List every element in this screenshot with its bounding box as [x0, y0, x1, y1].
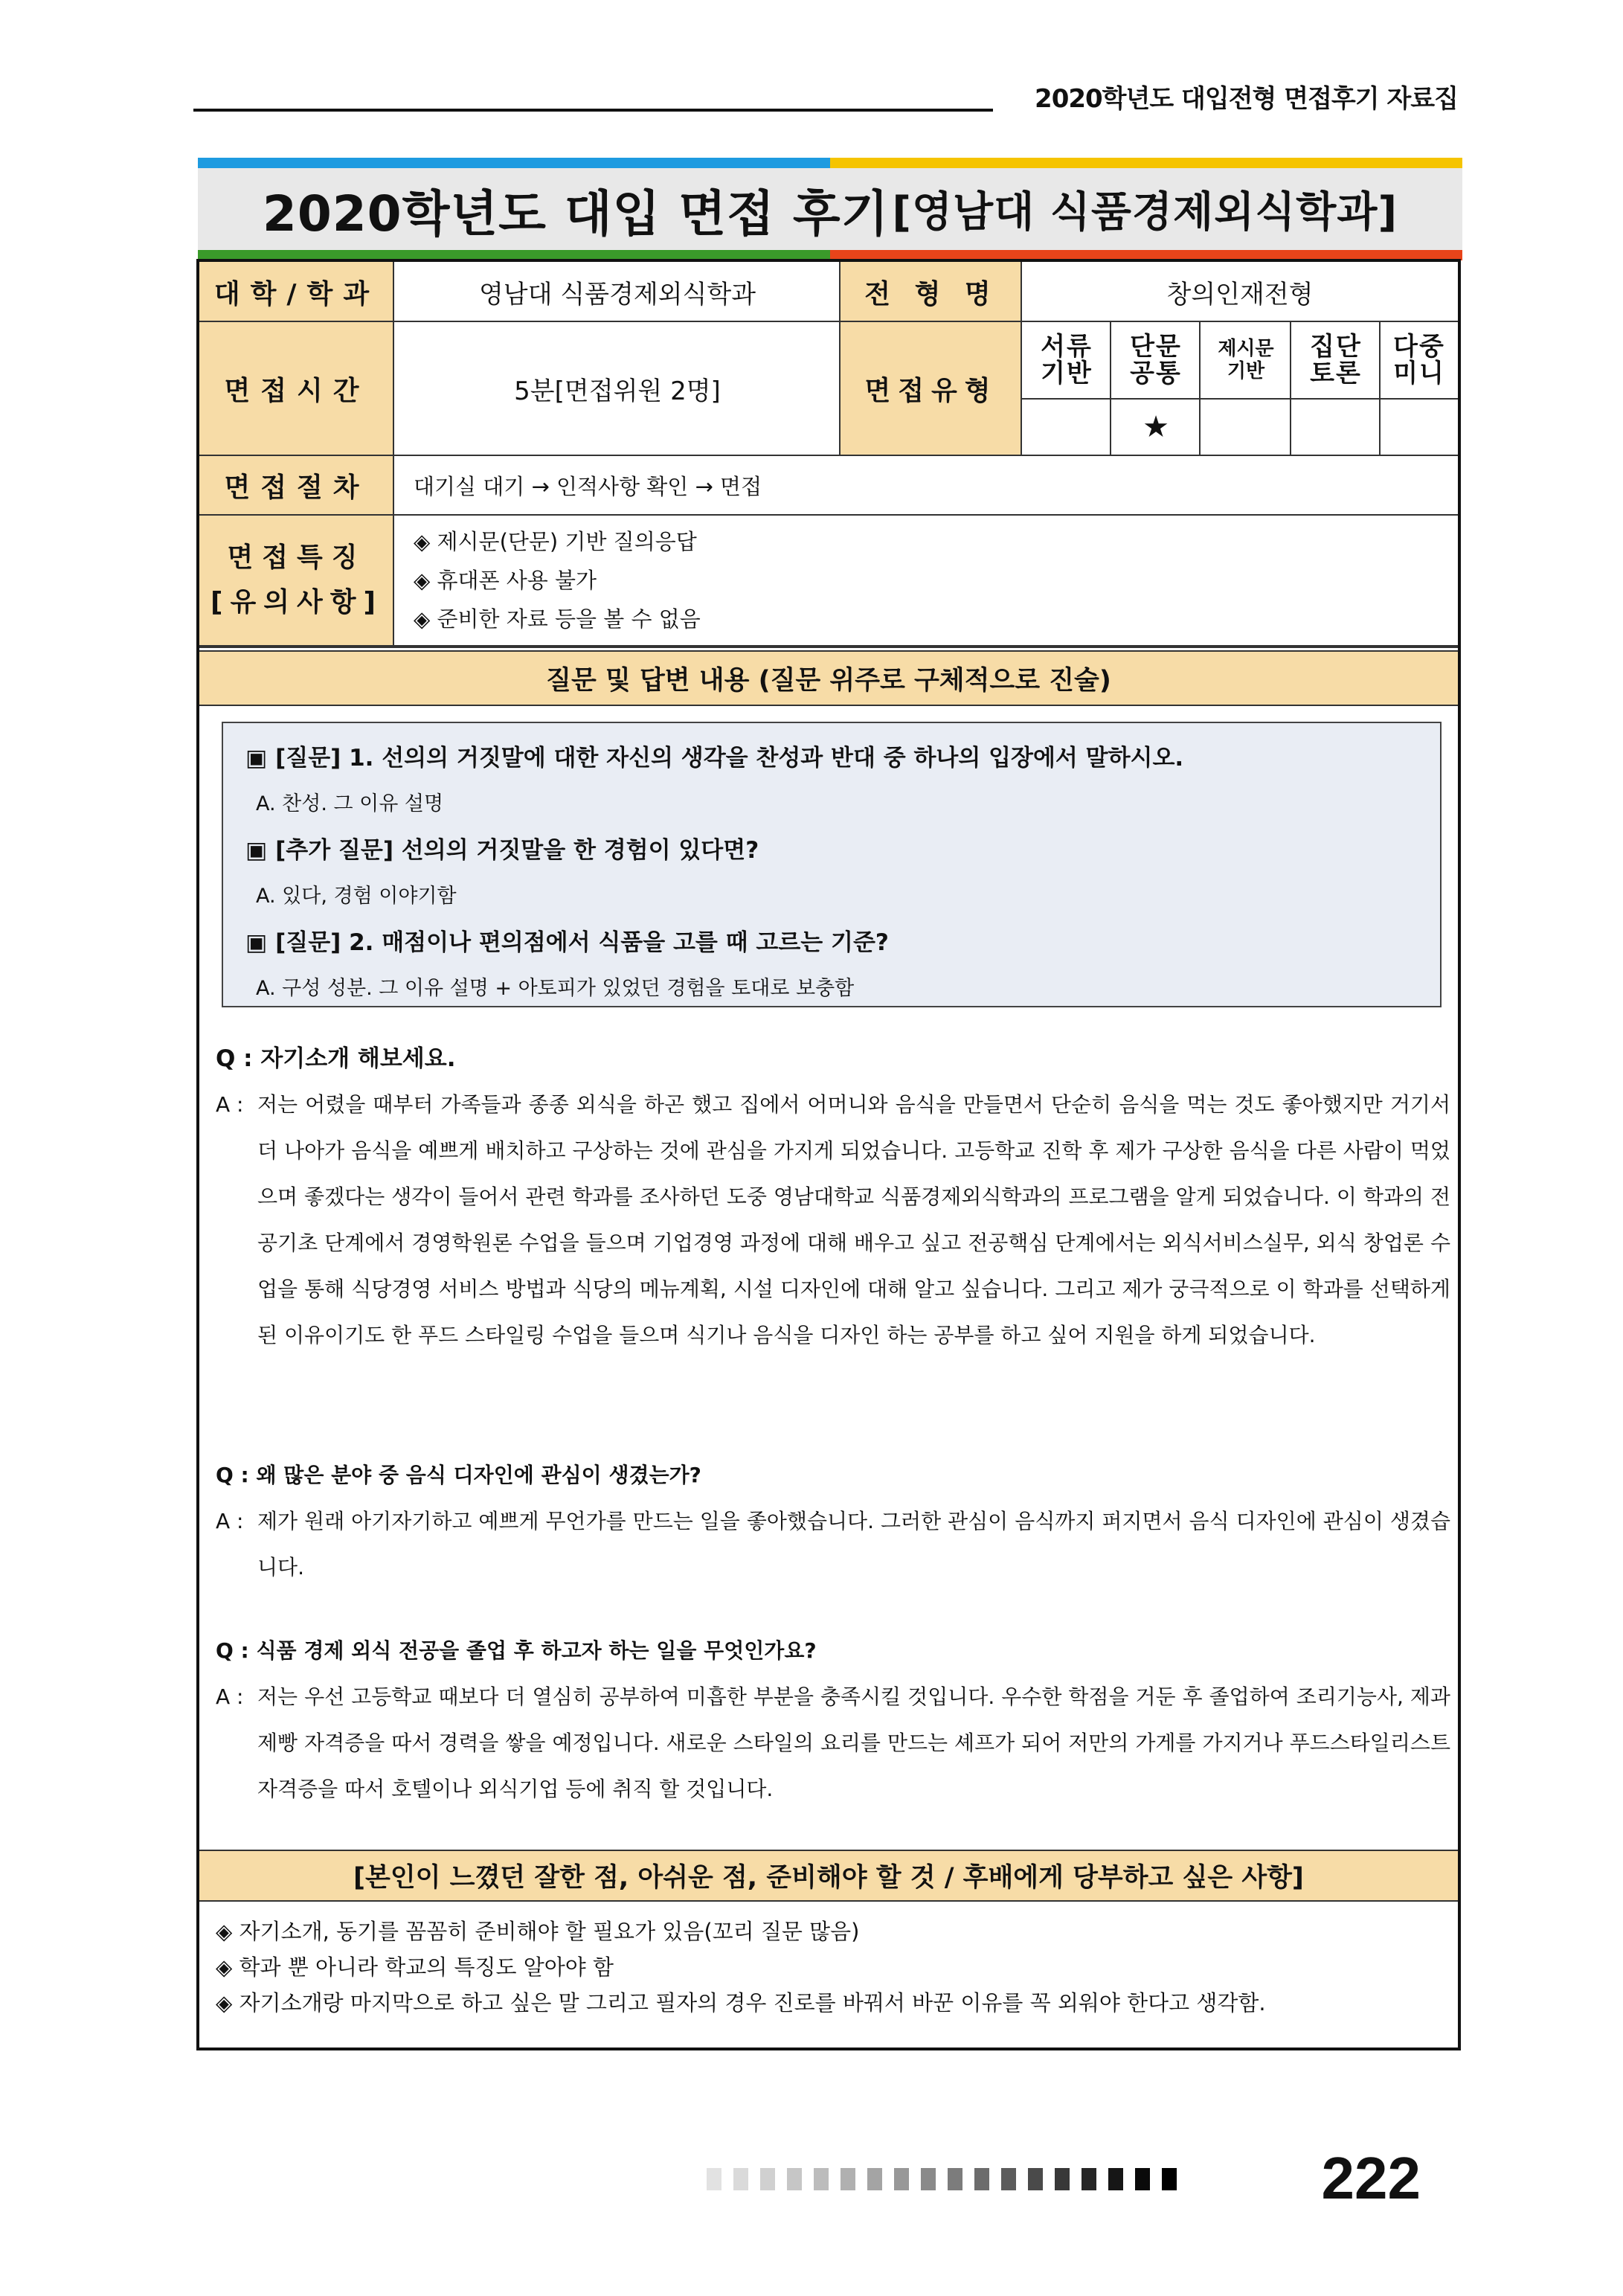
type-prompt-based: 제시문 기반 [1218, 338, 1274, 382]
summary-answer: A. 있다, 경험 이야기함 [256, 884, 457, 908]
title-banner [198, 158, 1462, 260]
features-label [199, 515, 394, 646]
feature-item: ◈ 준비한 자료 등을 볼 수 없음 [414, 606, 701, 632]
answer-text: 저는 어렸을 때부터 가족들과 종종 외식을 하곤 했고 집에서 어머니와 음식을 만들면서 단순히 음식을 먹는 것도 좋아했지만 거기서 더 나아가 음식을 예쁘게 배치하고 구상하는 것에 관심을 가지게 되었습니다. 고등학교 진학 후 제가 구상한 음식을 다른 사람이 먹었으며 좋겠다는 생각이 들어서 관련 학과를 조사하던 도중 영남대학교 식품경제외식학과의 프로그램을 알게 되었습니다. 이 학과의 전공기초 단계에서 경영학원론 수업을 들으며 기업경영 과정에 대해 배우고 싶고 전공핵심 단계에서는 외식서비스실무, 외식 창업론 수업을 통해 식당경영 서비스 방법과 식당의 메뉴계획, 시설 디자인에 대해 알고 싶습니다. 그리고 제가 궁극적으로 이 학과를 선택하게 된 이유이기도 한 푸드 스타일링 수업을 들으며 식기나 음식을 디자인 하는 공부를 하고 싶어 지원을 하게 되었습니다. [257, 1092, 1450, 1347]
page-number: 222 [1321, 2145, 1421, 2211]
answer-text: 제가 원래 아기자기하고 예쁘게 무언가를 만드는 일을 좋아했습니다. 그러한 관심이 음식까지 퍼지면서 음식 디자인에 관심이 생겼습니다. [257, 1509, 1450, 1580]
type-multi-mini: 다중 미니 [1393, 332, 1445, 388]
page-title [198, 168, 1462, 250]
summary-answer: A. 구성 성분. 그 이유 설명 + 아토피가 있었던 경험을 토대로 보충함 [256, 976, 855, 1000]
time-label: 면접시간 [199, 321, 394, 455]
feature-item: ◈ 제시문(단문) 기반 질의응답 [414, 529, 697, 554]
features-label-line1: 면접특징 [227, 542, 367, 573]
features-list [394, 515, 1458, 646]
summary-question: ▣ [질문] 1. 선의의 거짓말에 대한 자신의 생각을 찬성과 반대 중 하나의 입장에서 말하시오. [245, 744, 1184, 772]
admission-value: 창의인재전형 [1166, 279, 1314, 310]
summary-question: ▣ [추가 질문] 선의의 거짓말을 한 경험이 있다면? [245, 836, 759, 864]
univ-value: 영남대 식품경제외식학과 [478, 279, 756, 310]
features-label-line2: [유의사항] [210, 587, 383, 618]
feature-item: ◈ 휴대폰 사용 불가 [414, 568, 597, 593]
qa-answer [216, 1498, 1450, 1591]
title-sub: [영남대 식품경제외식학과] [892, 188, 1398, 237]
title-main: 2020학년도 대입 면접 후기 [262, 185, 890, 243]
title-top-bar [198, 158, 1462, 168]
answer-label: A : [216, 1684, 244, 1709]
tips-list [216, 1914, 1450, 2021]
answer-text: 저는 우선 고등학교 때보다 더 열심히 공부하여 미흡한 부분을 충족시킬 것입니다. 우수한 학점을 거둔 후 졸업하여 조리기능사, 제과제빵 자격증을 따서 경력을 쌓을 예정입니다. 새로운 스타일의 요리를 만드는 셰프가 되어 저만의 가게를 가지거나 푸드스타일리스트 자격증을 따서 호텔이나 외식기업 등에 취직 할 것입니다. [257, 1684, 1450, 1801]
proc-label: 면접절차 [199, 455, 394, 515]
running-header-text: 2020학년도 대입전형 면접후기 자료집 [1035, 84, 1458, 114]
type-label: 면접유형 [841, 321, 1022, 455]
answer-label: A : [216, 1509, 244, 1533]
header-rule [193, 109, 993, 112]
tip-item: ◈ 자기소개랑 마지막으로 하고 싶은 말 그리고 필자의 경우 진로를 바꿔서 바꾼 이유를 꼭 외워야 한다고 생각함. [216, 1990, 1266, 2016]
qa-item [216, 1628, 1450, 1812]
summary-answer: A. 찬성. 그 이유 설명 [256, 792, 444, 815]
summary-question: ▣ [질문] 2. 매점이나 편의점에서 식품을 고를 때 고르는 기준? [245, 929, 889, 956]
admission-label: 전 형 명 [841, 262, 1022, 321]
qa-item [216, 1036, 1450, 1359]
type-group-discussion: 집단 토론 [1310, 332, 1362, 388]
qa-section-header: 질문 및 답변 내용 (질문 위주로 구체적으로 진술) [199, 652, 1458, 705]
univ-label: 대학/학과 [199, 262, 394, 321]
interview-form [196, 259, 1461, 2050]
tips-header: [본인이 느꼈던 잘한 점, 아쉬운 점, 준비해야 할 것 / 후배에게 당부하고 싶은 사항] [199, 1851, 1458, 1900]
page-footer [707, 2143, 1421, 2210]
type-selected-star: ★ [1142, 410, 1169, 444]
time-value: 5분[면접위원 2명] [514, 376, 721, 406]
qa-question: Q : 식품 경제 외식 전공을 졸업 후 하고자 하는 일을 무엇인가요? [216, 1638, 817, 1663]
qa-answer [216, 1674, 1450, 1812]
tip-item: ◈ 학과 뿐 아니라 학교의 특징도 알아야 함 [216, 1955, 614, 1980]
type-document-based: 서류 기반 [1041, 332, 1093, 388]
qa-answer [216, 1082, 1450, 1359]
question-summary-box [222, 722, 1442, 1007]
running-header [193, 65, 1458, 118]
tip-item: ◈ 자기소개, 동기를 꼼꼼히 준비해야 할 필요가 있음(꼬리 질문 많음) [216, 1919, 860, 1944]
qa-question: Q : 자기소개 해보세요. [216, 1045, 456, 1072]
qa-item [216, 1452, 1450, 1591]
qa-question: Q : 왜 많은 분야 중 음식 디자인에 관심이 생겼는가? [216, 1463, 701, 1487]
proc-value: 대기실 대기 → 인적사항 확인 → 면접 [414, 473, 762, 499]
type-short-common: 단문 공통 [1130, 332, 1182, 388]
answer-label: A : [216, 1092, 244, 1117]
